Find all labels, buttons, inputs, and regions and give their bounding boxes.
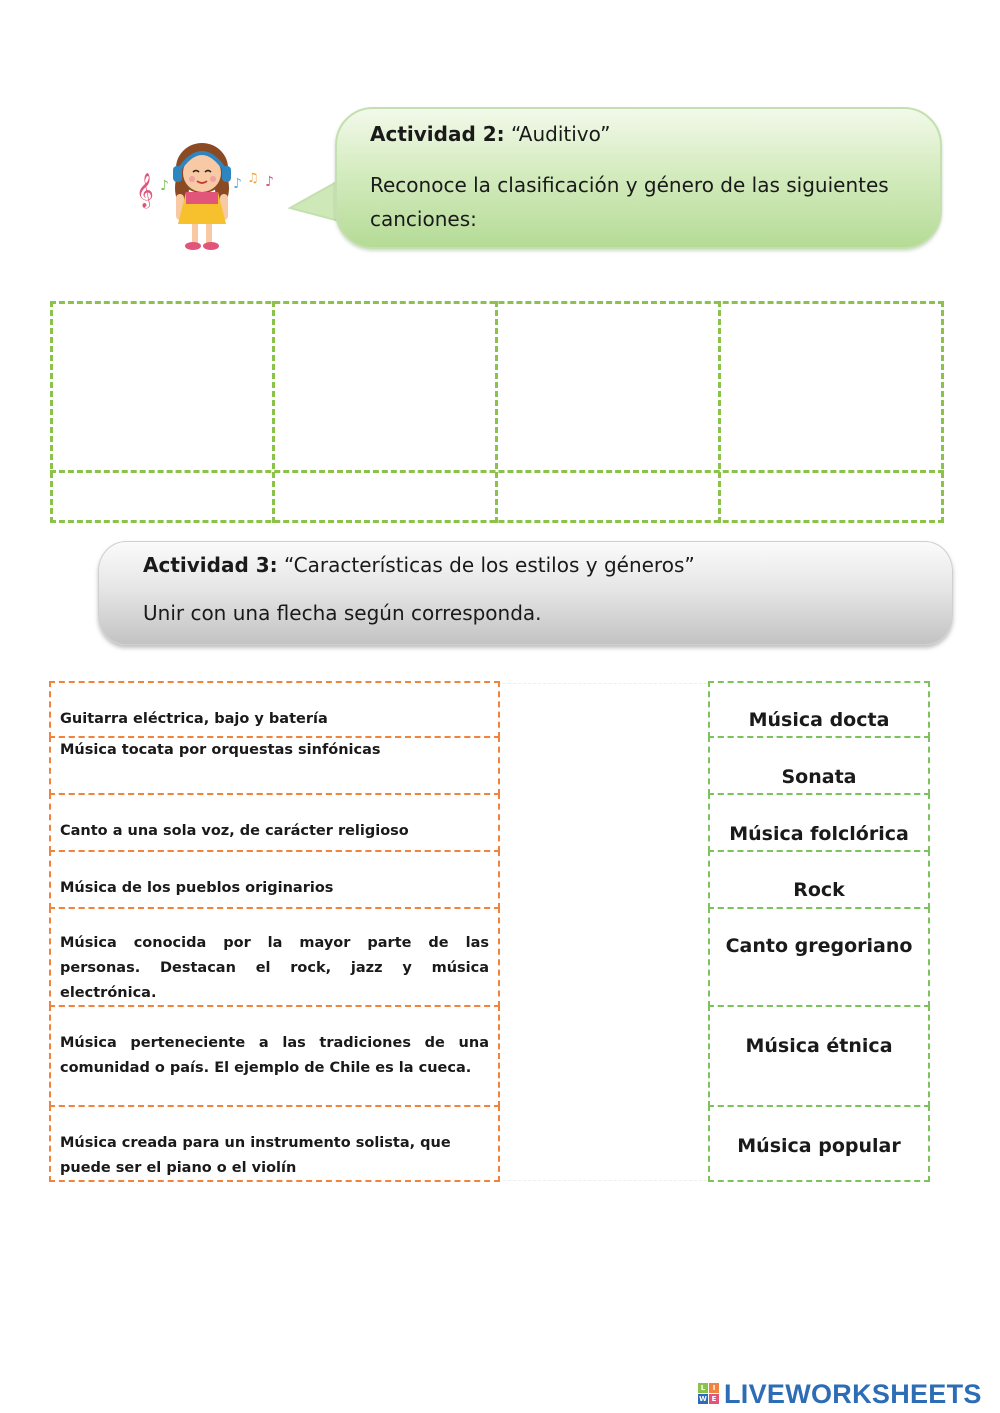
answer-cell-song-2[interactable] <box>276 305 493 469</box>
grid-line <box>718 301 721 523</box>
grid-line <box>495 301 498 523</box>
match-right-text: Rock <box>793 879 845 901</box>
logo-mark-letter: L <box>698 1383 708 1393</box>
activity-2-heading <box>370 122 611 146</box>
svg-text:♪: ♪ <box>265 174 274 190</box>
logo-mark-letter: I <box>709 1383 719 1393</box>
answer-cell-genre-2[interactable] <box>276 474 493 518</box>
match-right-text: Música étnica <box>745 1035 893 1057</box>
connector-guide <box>503 683 707 684</box>
grid-line <box>272 301 275 523</box>
match-left-item-4[interactable] <box>49 850 500 909</box>
liveworksheets-logo <box>698 1377 982 1411</box>
activity-3-title: “Características de los estilos y géneros” <box>284 553 695 577</box>
girl-with-headphones-illustration <box>130 128 290 263</box>
connector-guide <box>503 1180 707 1181</box>
svg-text:♪: ♪ <box>160 178 169 194</box>
match-left-text: Canto a una sola voz, de carácter religioso <box>60 823 409 839</box>
svg-text:♫: ♫ <box>247 171 259 186</box>
activity-3-heading <box>143 553 695 577</box>
match-right-item-7[interactable] <box>708 1105 930 1182</box>
logo-mark-letter: E <box>709 1394 719 1404</box>
match-right-text: Canto gregoriano <box>725 935 913 957</box>
answer-cell-song-3[interactable] <box>499 305 716 469</box>
activity-3-instructions: Unir con una flecha según corresponda. <box>143 601 542 625</box>
match-right-text: Música docta <box>748 709 890 731</box>
answer-cell-genre-1[interactable] <box>54 474 270 518</box>
answer-cell-song-4[interactable] <box>722 305 939 469</box>
logo-mark-letter: W <box>699 1395 707 1403</box>
match-left-item-1[interactable] <box>49 681 500 738</box>
match-left-item-5[interactable] <box>49 907 500 1007</box>
match-left-text: Música tocata por orquestas sinfónicas <box>60 742 381 758</box>
match-right-text: Sonata <box>781 766 857 788</box>
match-left-item-3[interactable] <box>49 793 500 852</box>
match-right-item-5[interactable] <box>708 907 930 1007</box>
match-left-text: Música de los pueblos originarios <box>60 880 334 896</box>
svg-text:♪: ♪ <box>233 176 242 192</box>
match-right-item-6[interactable] <box>708 1005 930 1107</box>
match-left-text: Música conocida por la mayor parte de las personas. Destacan el rock, jazz y música electrónica. <box>60 935 489 1001</box>
answer-cell-genre-3[interactable] <box>499 474 716 518</box>
match-left-text: Guitarra eléctrica, bajo y batería <box>60 711 328 727</box>
match-left-item-7[interactable] <box>49 1105 500 1182</box>
svg-text:𝄞: 𝄞 <box>136 173 154 208</box>
grid-line <box>50 301 53 523</box>
match-left-text: Música perteneciente a las tradiciones de una comunidad o país. El ejemplo de Chile es la cueca. <box>60 1035 489 1076</box>
answer-cell-genre-4[interactable] <box>722 474 939 518</box>
match-left-item-2[interactable] <box>49 736 500 795</box>
logo-wordmark: LIVEWORKSHEETS <box>724 1378 982 1409</box>
activity-2-label: Actividad 2: <box>370 122 505 146</box>
answer-cell-song-1[interactable] <box>54 305 270 469</box>
activity-3-label: Actividad 3: <box>143 553 278 577</box>
match-right-text: Música folclórica <box>729 823 909 845</box>
match-right-text: Música popular <box>737 1135 901 1157</box>
activity-2-title: “Auditivo” <box>511 122 611 146</box>
activity-2-instructions: Reconoce la clasificación y género de las siguientes canciones: <box>370 173 889 231</box>
liveworksheets-mark-icon <box>698 1381 722 1407</box>
match-right-item-2[interactable] <box>708 736 930 795</box>
answer-grid <box>50 301 944 523</box>
match-right-item-1[interactable] <box>708 681 930 738</box>
match-right-item-4[interactable] <box>708 850 930 909</box>
match-right-item-3[interactable] <box>708 793 930 852</box>
match-left-text: Música creada para un instrumento solista, que puede ser el piano o el violín <box>60 1135 451 1176</box>
match-left-item-6[interactable] <box>49 1005 500 1107</box>
grid-line <box>941 301 944 523</box>
